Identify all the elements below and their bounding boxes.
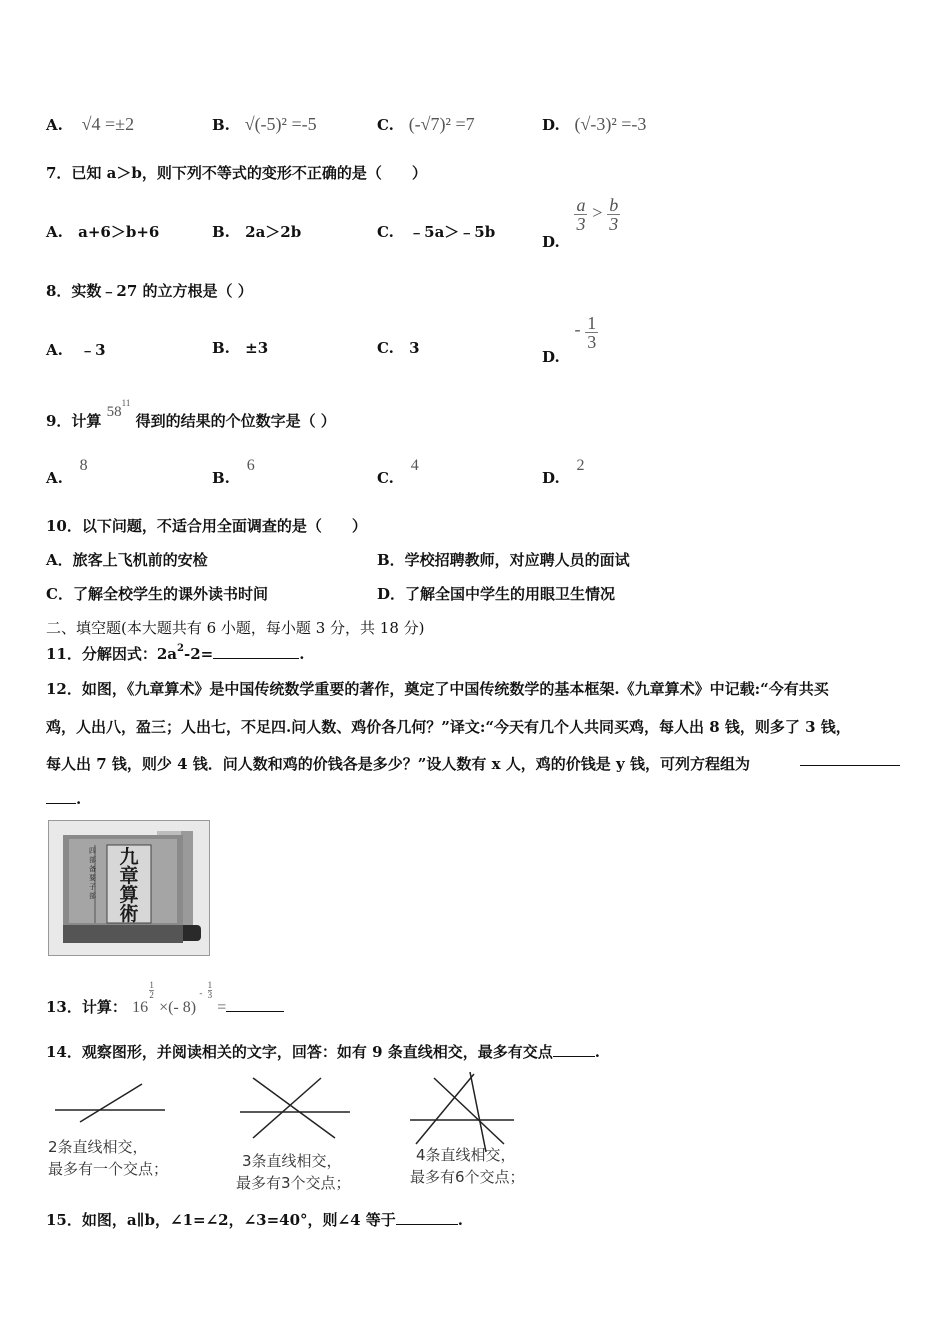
option-label: A. — [46, 469, 63, 487]
option-value: 4 — [410, 457, 419, 474]
q11-stem — [46, 643, 304, 664]
section-heading-fill-in: 二、填空题(本大题共有 6 小题，每小题 3 分，共 18 分) — [46, 619, 425, 637]
answer-blank[interactable] — [800, 765, 900, 766]
q12-end: . — [76, 790, 82, 808]
q7-option-d — [542, 195, 620, 251]
caption-line1: 3条直线相交， — [242, 1152, 342, 1170]
q14-text: 14．观察图形，并阅读相关的文字，回答：如有 9 条直线相交，最多有交点 — [46, 1043, 553, 1061]
option-text: ﹣3 — [80, 341, 106, 359]
option-label: D. — [542, 116, 560, 134]
option-expression: √4 =±2 — [81, 114, 135, 134]
answer-blank[interactable] — [553, 1056, 595, 1057]
q8-option-c — [377, 339, 420, 357]
q6-option-d — [542, 114, 646, 135]
q6-option-c — [377, 114, 475, 135]
fig14-caption-4 — [410, 1144, 525, 1188]
q11-end: . — [299, 645, 305, 663]
q13-equals: = — [217, 999, 227, 1016]
option-text: 2a＞2b — [245, 223, 302, 241]
option-text: 3 — [409, 339, 420, 357]
jiuzhang-suanshu-book-image — [48, 820, 210, 956]
option-value: 8 — [79, 457, 88, 474]
answer-blank[interactable] — [213, 658, 299, 659]
q10-option-b: B．学校招聘教师，对应聘人员的面试 — [377, 551, 630, 569]
q14-stem — [46, 1041, 600, 1062]
q13-middle: ×(- 8) — [159, 999, 197, 1016]
caption-line2: 最多有6个交点； — [410, 1168, 525, 1186]
caption-line2: 最多有3个交点； — [236, 1174, 351, 1192]
q8-option-a — [46, 339, 106, 360]
q9-option-c — [377, 456, 419, 487]
q15-stem — [46, 1209, 463, 1230]
q11-suffix: -2= — [184, 645, 214, 663]
option-label: B. — [212, 339, 230, 357]
option-text: ﹣5a＞﹣5b — [409, 223, 496, 241]
option-label: D. — [542, 232, 560, 251]
caption-line2: 最多有一个交点； — [48, 1160, 169, 1178]
q8-stem: 8．实数﹣27 的立方根是（ ） — [46, 282, 253, 300]
book-title: 九章算術 — [119, 846, 139, 925]
q8-option-d — [542, 313, 598, 366]
option-label: C. — [377, 469, 394, 487]
option-expression: (-√7)² =7 — [408, 114, 475, 134]
q8-option-b — [212, 339, 268, 357]
three-lines-figure — [235, 1074, 355, 1144]
q10-stem: 10．以下问题，不适合用全面调查的是（ ） — [46, 517, 367, 535]
option-label: A. — [46, 116, 63, 134]
numerator: a — [576, 195, 586, 215]
numerator: 1 — [587, 313, 597, 333]
numerator: 1 — [149, 980, 154, 990]
denominator: 2 — [149, 990, 154, 1000]
q13-base: 16 — [132, 999, 149, 1016]
answer-blank[interactable] — [226, 1011, 284, 1012]
numerator: b — [609, 195, 619, 215]
fig14-caption-2 — [48, 1136, 168, 1180]
fraction-a-over-3 — [574, 196, 587, 233]
q11-prefix: 11．分解因式：2a — [46, 645, 178, 663]
q10-option-a: A．旅客上飞机前的安检 — [46, 551, 208, 569]
numerator: 1 — [207, 980, 213, 990]
q6-option-b — [212, 114, 317, 135]
q10-option-c: C．了解全校学生的课外读书时间 — [46, 585, 268, 603]
denominator: 3 — [576, 214, 586, 234]
option-label: C. — [377, 223, 394, 241]
q7-option-b — [212, 221, 301, 242]
q13-exponent-2-sign: - — [199, 988, 203, 998]
q12-line2: 鸡，人出八，盈三；人出七，不足四.问人数、鸡价各几何？”译文:“今天有几个人共同买鸡，每人出 8 钱，则多了 3 钱， — [46, 718, 851, 736]
q12-answer-continuation — [46, 790, 81, 808]
q9-base: 58 — [106, 404, 122, 420]
q9-suffix: 得到的结果的个位数字是（ ） — [135, 412, 336, 430]
q14-end: . — [594, 1043, 600, 1061]
option-value: 2 — [576, 457, 585, 474]
option-label: A. — [46, 341, 63, 359]
q9-option-d — [542, 456, 585, 487]
option-label: B. — [212, 223, 230, 241]
q9-exponent: 11 — [121, 398, 131, 408]
q10-option-d: D．了解全国中学生的用眼卫生情况 — [377, 585, 616, 603]
q6-option-a — [46, 114, 134, 135]
minus-sign: - — [574, 318, 581, 339]
q9-prefix: 9．计算 — [46, 412, 102, 430]
option-text: ±3 — [245, 339, 269, 357]
option-label: C. — [377, 339, 394, 357]
option-expression: √(-5)² =-5 — [244, 114, 317, 134]
four-lines-figure — [408, 1070, 523, 1154]
q7-stem: 7．已知 a＞b，则下列不等式的变形不正确的是（ ） — [46, 164, 427, 182]
two-lines-figure — [50, 1074, 170, 1124]
option-label: B. — [212, 469, 230, 487]
fraction-b-over-3 — [607, 196, 620, 233]
q9-option-a — [46, 456, 88, 487]
q15-text: 15．如图，a∥b，∠1=∠2，∠3=40°，则∠4 等于 — [46, 1211, 396, 1229]
option-label: A. — [46, 223, 63, 241]
option-label: D. — [542, 347, 560, 366]
caption-line1: 2条直线相交， — [48, 1138, 148, 1156]
q13-exponent-2 — [208, 981, 213, 1000]
fraction-one-third — [585, 314, 598, 351]
option-text: a+6＞b+6 — [78, 223, 160, 241]
relation-symbol: > — [592, 202, 603, 223]
book-side-label: 四部备要子部 — [89, 847, 96, 900]
fig14-caption-3 — [236, 1150, 351, 1194]
answer-blank[interactable] — [396, 1224, 458, 1225]
option-label: C. — [377, 116, 394, 134]
denominator: 3 — [609, 214, 619, 234]
q13-prefix: 13．计算： — [46, 998, 127, 1016]
q7-option-c — [377, 221, 495, 242]
q7-option-a — [46, 221, 159, 242]
caption-line1: 4条直线相交， — [416, 1146, 516, 1164]
q13-stem — [46, 980, 284, 1017]
answer-blank[interactable] — [46, 803, 76, 804]
q12-line1: 12．如图，《九章算术》是中国传统数学重要的著作，奠定了中国传统数学的基本框架.《九章算术》中记载:“今有共买 — [46, 680, 829, 698]
q11-exponent: 2 — [177, 643, 184, 654]
option-label: D. — [542, 469, 560, 487]
denominator: 3 — [587, 332, 597, 352]
option-label: B. — [212, 116, 230, 134]
q13-exponent-1 — [149, 981, 154, 1000]
q15-end: . — [457, 1211, 464, 1229]
q9-option-b — [212, 456, 255, 487]
q12-line3: 每人出 7 钱，则少 4 钱．问人数和鸡的价钱各是多少？”设人数有 x 人，鸡的价钱是 y 钱，可列方程组为 — [46, 755, 750, 773]
option-expression: (√-3)² =-3 — [574, 114, 647, 134]
q9-stem — [46, 398, 336, 431]
option-value: 6 — [246, 457, 255, 474]
denominator: 3 — [207, 990, 213, 1000]
